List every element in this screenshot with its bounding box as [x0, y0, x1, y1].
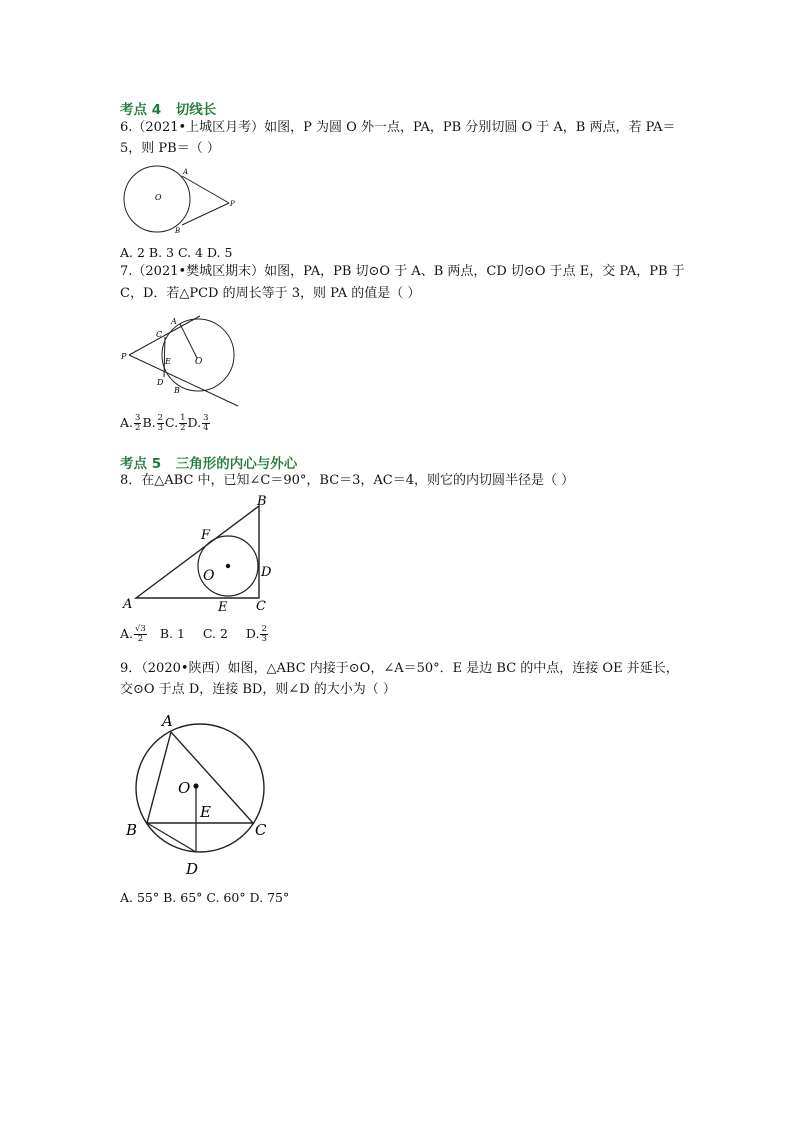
q8-option-c: C. 2	[202, 626, 228, 641]
q8-center-dot	[226, 564, 230, 568]
q9-label-e: E	[200, 803, 211, 821]
q9-label-d: D	[186, 860, 199, 878]
q7-label-d: D	[157, 378, 164, 387]
q7-label-b: B	[174, 386, 180, 395]
q7-radius-oa	[180, 324, 197, 358]
q8-label-b: B	[257, 494, 267, 509]
section-5-heading	[120, 452, 297, 472]
q9-options: A. 55° B. 65° C. 60° D. 75°	[120, 890, 290, 905]
q7-option-b-label: B.	[142, 415, 156, 430]
q8-option-d-fraction	[260, 625, 267, 644]
q6-label-p: P	[230, 200, 235, 208]
q7-option-c-fraction	[179, 414, 186, 433]
q7-label-o: O	[195, 357, 203, 367]
q7-label-e: E	[165, 357, 171, 366]
q8-triangle	[136, 506, 259, 598]
q7-option-b-den: 3	[157, 423, 164, 433]
q9-figure	[118, 708, 278, 878]
q9-circumcircle	[136, 724, 264, 852]
q8-label-a: A	[123, 597, 133, 612]
q7-option-c-label: C.	[165, 415, 179, 430]
q9-label-a: A	[162, 712, 173, 730]
q7-option-d-label: D.	[187, 415, 202, 430]
q6-options: A. 2 B. 3 C. 4 D. 5	[120, 245, 233, 260]
q9-center-dot	[193, 783, 198, 788]
q9-stem-line1: 9．（2020•陕西）如图，△ABC 内接于⊙O，∠A＝50°．E 是边 BC 的中点，连接 OE 并延长，	[120, 661, 679, 676]
q9-stem-line2: 交⊙O 于点 D，连接 BD，则∠D 的大小为（ ）	[120, 682, 396, 697]
q8-label-e: E	[218, 600, 228, 615]
q9-line-bd	[147, 823, 196, 852]
q6-stem-line2: 5，则 PB＝（ ）	[120, 141, 220, 156]
q7-option-a-num: 3	[135, 413, 141, 423]
q8-stem-line1: 8．在△ABC 中，已知∠C＝90°，BC＝3，AC＝4，则它的内切圆半径是（ ）	[120, 473, 575, 488]
section-4-label: 考点 4	[120, 102, 162, 118]
q7-option-a-fraction	[134, 414, 141, 433]
q8-option-a-den: 2	[137, 634, 144, 644]
q7-circle	[162, 319, 234, 391]
q8-option-d-label: D.	[245, 626, 260, 641]
q7-option-d-fraction	[202, 414, 209, 433]
q7-option-d-den: 4	[203, 423, 209, 433]
q8-label-f: F	[201, 528, 211, 543]
q8-label-o: O	[203, 568, 215, 584]
q8-option-d-num: 2	[261, 624, 267, 634]
q7-label-p: P	[121, 352, 127, 361]
q7-stem-line1: 7.（2021•樊城区期末）如图，PA，PB 切⊙O 于 A、B 两点，CD 切⊙O 于点 E，交 PA，PB 于	[120, 264, 685, 279]
q6-figure	[118, 162, 248, 238]
q7-options	[120, 414, 211, 433]
q9-label-c: C	[255, 821, 267, 839]
section-4-heading	[120, 98, 216, 118]
q7-stem-line2: C，D．若△PCD 的周长等于 3，则 PA 的值是（ ）	[120, 286, 421, 301]
q7-option-c-num: 1	[180, 413, 186, 423]
q7-label-a: A	[171, 317, 177, 326]
q7-option-b-fraction	[157, 414, 164, 433]
q8-label-d: D	[261, 565, 272, 580]
q7-label-c: C	[156, 330, 163, 339]
q6-stem-line1: 6.（2021•上城区月考）如图，P 为圆 O 外一点，PA，PB 分别切圆 O 于 A，B 两点，若 PA＝	[120, 120, 676, 135]
q6-label-b: B	[175, 227, 181, 235]
q8-label-c: C	[256, 599, 266, 614]
q8-option-a-fraction	[134, 625, 147, 644]
q8-option-d-den: 3	[261, 634, 267, 644]
q6-label-o: O	[155, 193, 162, 202]
q7-option-b-num: 2	[157, 413, 164, 423]
q6-label-a: A	[183, 168, 189, 176]
q8-option-a-label: A.	[120, 626, 134, 641]
q7-figure	[118, 313, 243, 408]
q7-option-d-num: 3	[203, 413, 209, 423]
section-4-title: 切线长	[175, 102, 217, 118]
section-5-title: 三角形的内心与外心	[175, 456, 298, 472]
q9-label-o: O	[178, 779, 191, 797]
q7-option-c-den: 2	[180, 423, 186, 433]
q9-label-b: B	[126, 821, 138, 839]
q8-options	[120, 625, 269, 644]
q7-option-a-den: 2	[135, 423, 141, 433]
q7-option-a-label: A.	[120, 415, 134, 430]
q7-tangent-pb	[129, 355, 238, 406]
q8-option-a-num: √3	[135, 624, 146, 634]
section-5-label: 考点 5	[120, 456, 162, 472]
q8-figure	[118, 492, 283, 617]
q8-option-b: B. 1	[159, 626, 185, 641]
